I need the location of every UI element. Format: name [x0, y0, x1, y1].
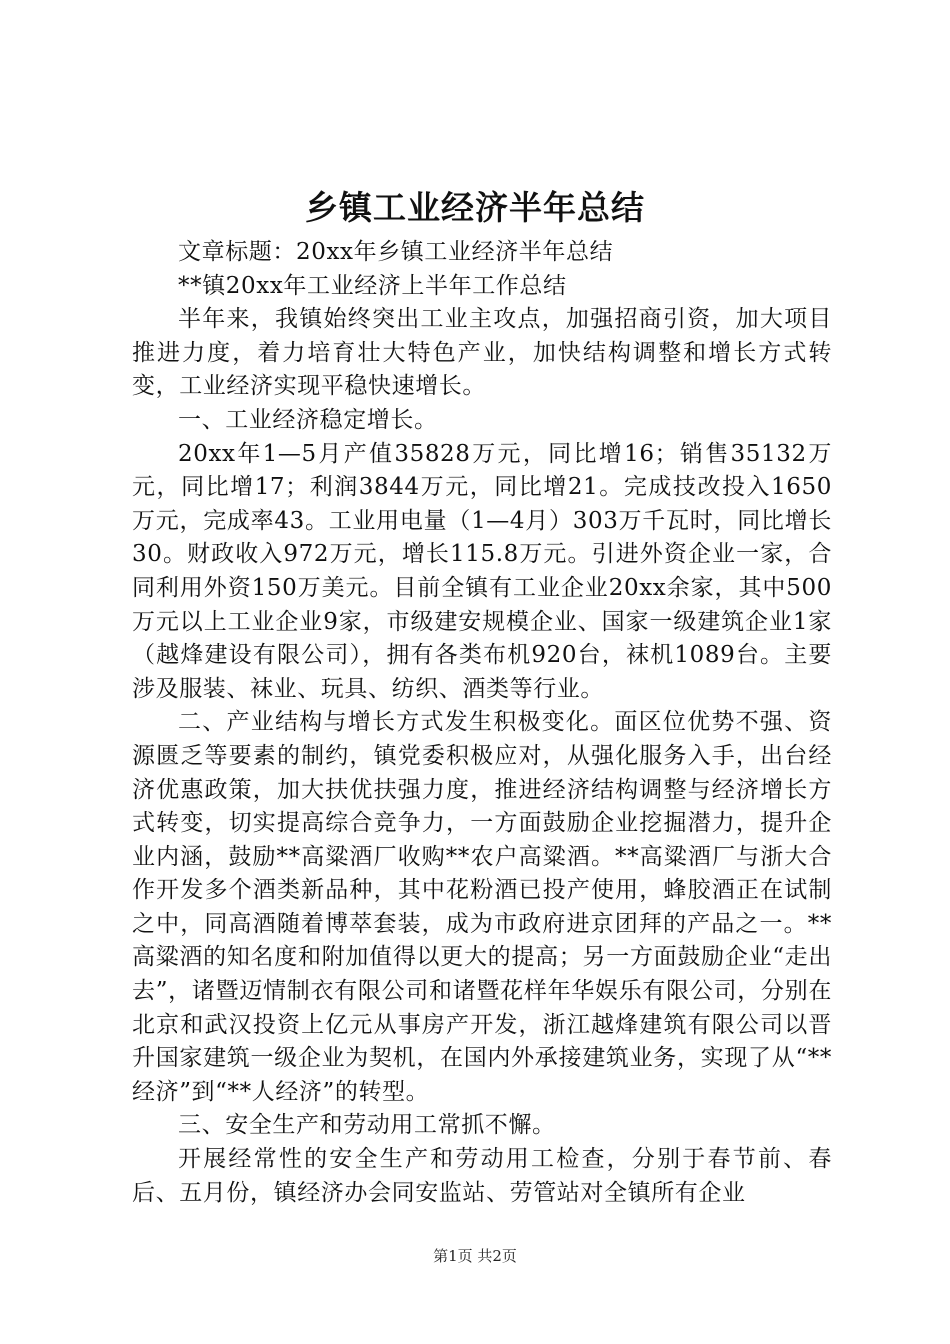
article-title-line: 文章标题：20xx年乡镇工业经济半年总结 [178, 239, 614, 265]
section-paragraph-1: 20xx年1—5月产值35828万元，同比增16；销售35132万元，同比增17；利润3844万元，同比增21。完成技改投入1650万元，完成率43。工业用电量（1—4月）303万千瓦时，同比增长30。财政收入972万元，增长115.8万元。引进外资企业一家，合同利用外资150万美元。目前全镇有工业企业20xx余家，其中500万元以上工业企业9家，市级建安规模企业、国家一级建筑企业1家（越烽建设有限公司），拥有各类布机920台，袜机1089台。主要涉及服装、袜业、玩具、纺织、酒类等行业。 [132, 440, 832, 702]
section-paragraph-2: 二、产业结构与增长方式发生积极变化。面区位优势不强、资源匮乏等要素的制约，镇党委积极应对，从强化服务入手，出台经济优惠政策，加大扶优扶强力度，推进经济结构调整与经济增长方式转变，切实提高综合竞争力，一方面鼓励企业挖掘潜力，提升企业内涵，鼓励**高粱酒厂收购**农户高粱酒。**高粱酒厂与浙大合作开发多个酒类新品种，其中花粉酒已投产使用，蜂胶酒正在试制之中，同高酒随着博萃套装，成为市政府进京团拜的产品之一。**高粱酒的知名度和附加值得以更大的提高；另一方面鼓励企业“走出去”，诸暨迈情制衣有限公司和诸暨花样年华娱乐有限公司，分别在北京和武汉投资上亿元从事房产开发，浙江越烽建筑有限公司以晋升国家建筑一级企业为契机，在国内外承接建筑业务，实现了从“**经济”到“**人经济”的转型。 [132, 709, 832, 1105]
intro-paragraph: 半年来，我镇始终突出工业主攻点，加强招商引资，加大项目推进力度，着力培育壮大特色产业，加快结构调整和增长方式转变，工业经济实现平稳快速增长。 [132, 306, 832, 400]
section-heading-3: 三、安全生产和劳动用工常抓不懈。 [178, 1112, 556, 1139]
subtitle-line: **镇20xx年工业经济上半年工作总结 [178, 272, 567, 299]
page-number-footer: 第1页 共2页 [433, 1247, 517, 1265]
document-body [132, 236, 832, 1210]
section-paragraph-3: 开展经常性的安全生产和劳动用工检查，分别于春节前、春后、五月份，镇经济办会同安监站、劳管站对全镇所有企业 [132, 1146, 832, 1206]
document-title: 乡镇工业经济半年总结 [305, 188, 645, 227]
section-heading-1: 一、工业经济稳定增长。 [178, 406, 438, 433]
